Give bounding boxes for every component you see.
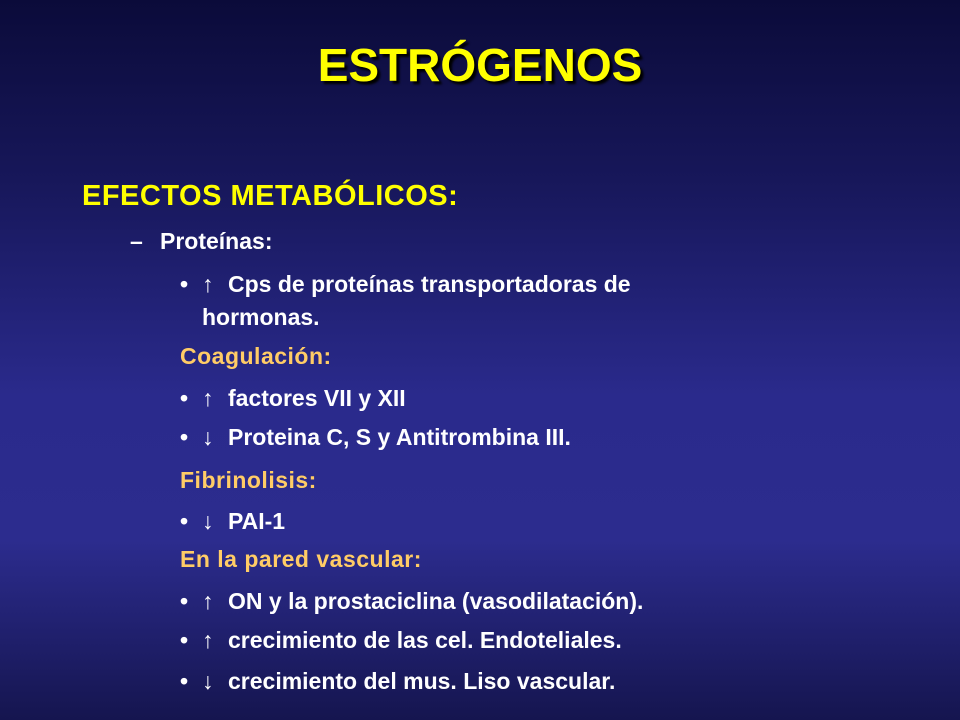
category-label-fibrinolisis: Fibrinolisis:	[180, 467, 317, 493]
item-text: crecimiento del mus. Liso vascular.	[228, 668, 616, 694]
list-item	[180, 505, 285, 538]
dash-marker: –	[130, 228, 143, 254]
bullet-icon: •	[180, 508, 189, 534]
arrow-down-icon: ↓	[202, 668, 214, 694]
subsection-proteinas	[130, 228, 272, 255]
bullet-icon: •	[180, 668, 189, 694]
list-item	[180, 624, 622, 657]
item-text-continued: hormonas.	[202, 304, 320, 330]
subsection-label: Proteínas:	[160, 228, 273, 254]
slide-title: ESTRÓGENOS	[317, 39, 643, 91]
item-text: ON y la prostaciclina (vasodilatación).	[228, 588, 644, 614]
list-item	[180, 665, 615, 698]
item-text: PAI-1	[228, 508, 286, 534]
arrow-down-icon: ↓	[202, 424, 214, 450]
category-label-coagulacion: Coagulación:	[180, 343, 332, 369]
item-text: Proteina C, S y Antitrombina III.	[228, 424, 571, 450]
list-item	[180, 382, 406, 415]
arrow-up-icon: ↑	[202, 588, 214, 614]
list-item	[180, 585, 643, 618]
section-heading: EFECTOS METABÓLICOS:	[82, 180, 459, 212]
arrow-up-icon: ↑	[202, 271, 214, 297]
bullet-icon: •	[180, 385, 189, 411]
item-text: Cps de proteínas transportadoras de	[228, 271, 631, 297]
list-item	[180, 268, 631, 334]
item-text: factores VII y XII	[228, 385, 406, 411]
arrow-down-icon: ↓	[202, 508, 214, 534]
arrow-up-icon: ↑	[202, 627, 214, 653]
bullet-icon: •	[180, 424, 189, 450]
bullet-icon: •	[180, 627, 189, 653]
list-item	[180, 421, 571, 454]
arrow-up-icon: ↑	[202, 385, 214, 411]
item-text: crecimiento de las cel. Endoteliales.	[228, 627, 622, 653]
bullet-icon: •	[180, 271, 189, 297]
bullet-icon: •	[180, 588, 189, 614]
category-label-pared-vascular: En la pared vascular:	[180, 546, 422, 572]
